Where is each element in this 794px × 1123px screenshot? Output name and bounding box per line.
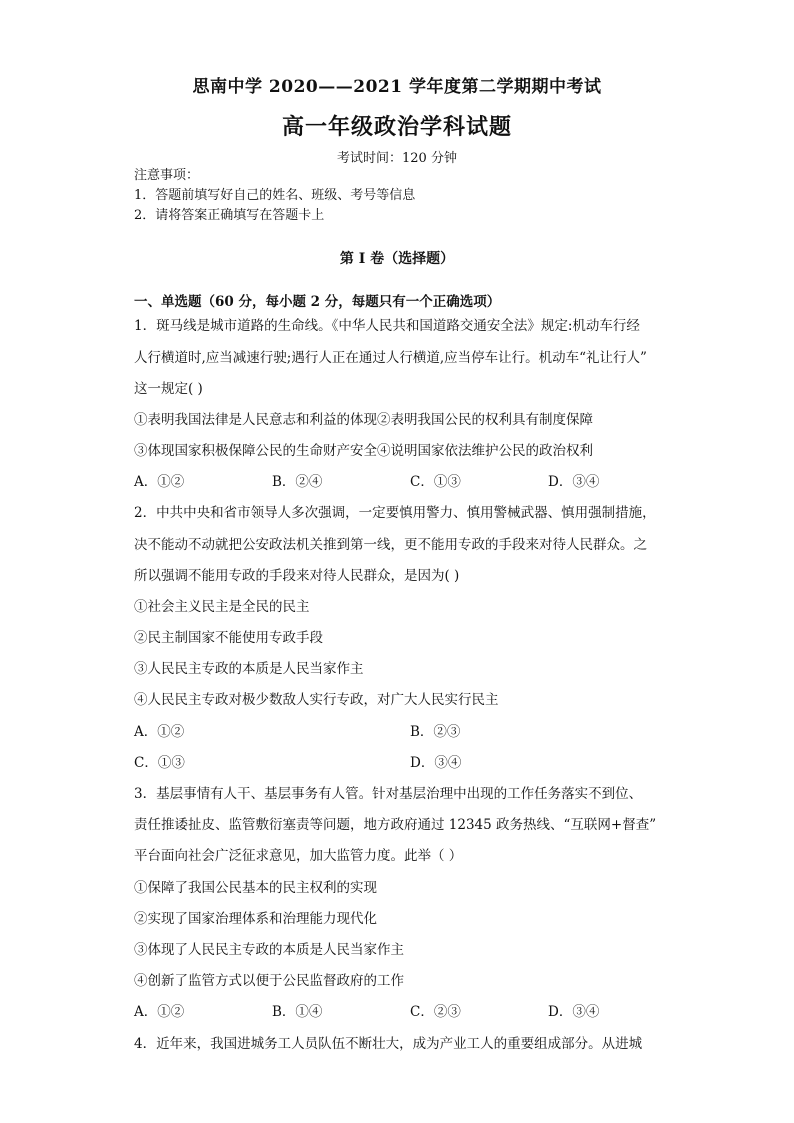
notes-item: 2．请将答案正确填写在答题卡上 bbox=[134, 208, 325, 223]
question-2-option-c: C．①③ bbox=[134, 755, 185, 771]
question-2-statement: ④人民民主专政对极少数敌人实行专政，对广大人民实行民主 bbox=[134, 692, 499, 708]
school-exam-title: 思南中学 2020——2021 学年度第二学期期中考试 bbox=[192, 77, 602, 97]
question-2-option-b: B．②③ bbox=[410, 724, 461, 740]
question-1-option-d: D．③④ bbox=[548, 474, 600, 490]
question-1-option-a: A．①② bbox=[134, 474, 185, 490]
question-2-option-a: A．①② bbox=[134, 724, 185, 740]
question-3-statement: ②实现了国家治理体系和治理能力现代化 bbox=[134, 911, 377, 927]
section-title: 第 I 卷（选择题） bbox=[339, 251, 455, 267]
notes-item: 1．答题前填写好自己的姓名、班级、考号等信息 bbox=[134, 188, 416, 203]
question-3-statement: ①保障了我国公民基本的民主权利的实现 bbox=[134, 880, 377, 896]
question-3-stem: 平台面向社会广泛征求意见，加大监管力度。此举（ ） bbox=[134, 848, 463, 864]
question-3-stem: 责任推诿扯皮、监管敷衍塞责等问题，地方政府通过 12345 政务热线、“互联网+督查” bbox=[134, 817, 657, 833]
question-2-option-d: D．③④ bbox=[410, 755, 462, 771]
question-1-statement: ①表明我国法律是人民意志和利益的体现②表明我国公民的权利具有制度保障 bbox=[134, 412, 593, 428]
question-1-option-b: B．②④ bbox=[272, 474, 323, 490]
question-2-stem: 所以强调不能用专政的手段来对待人民群众，是因为( ) bbox=[134, 568, 460, 584]
question-3-statement: ③体现了人民民主专政的本质是人民当家作主 bbox=[134, 942, 404, 958]
question-3-option-c: C．②③ bbox=[410, 1004, 461, 1020]
question-3-option-b: B．①④ bbox=[272, 1004, 323, 1020]
question-2-stem: 决不能动不动就把公安政法机关推到第一线，更不能用专政的手段来对待人民群众。之 bbox=[134, 537, 647, 553]
notes bbox=[134, 166, 415, 226]
question-1-stem: 人行横道时,应当减速行驶;遇行人正在通过人行横道,应当停车让行。机动车“礼让行人” bbox=[134, 350, 647, 366]
question-3-option-d: D．③④ bbox=[548, 1004, 600, 1020]
exam-time: 考试时间：120 分钟 bbox=[337, 151, 457, 166]
question-1-stem: 1．斑马线是城市道路的生命线。《中华人民共和国道路交通安全法》规定:机动车行经 bbox=[134, 318, 640, 334]
notes-heading: 注意事项： bbox=[134, 168, 200, 183]
question-2-stem: 2．中共中央和省市领导人多次强调，一定要慎用警力、慎用警械武器、慎用强制措施， bbox=[134, 505, 656, 521]
question-2-statement: ②民主制国家不能使用专政手段 bbox=[134, 630, 323, 646]
question-1-stem: 这一规定( ) bbox=[134, 381, 203, 397]
question-1-statement: ③体现国家积极保障公民的生命财产安全④说明国家依法维护公民的政治权利 bbox=[134, 443, 593, 459]
question-2-statement: ③人民民主专政的本质是人民当家作主 bbox=[134, 661, 364, 677]
question-3-option-a: A．①② bbox=[134, 1004, 185, 1020]
question-4-stem: 4．近年来，我国进城务工人员队伍不断壮大，成为产业工人的重要组成部分。从进城 bbox=[134, 1036, 643, 1052]
paper-title: 高一年级政治学科试题 bbox=[281, 114, 512, 140]
part-title: 一、单选题（60 分，每小题 2 分，每题只有一个正确选项） bbox=[134, 294, 501, 310]
question-2-statement: ①社会主义民主是全民的民主 bbox=[134, 599, 310, 615]
question-1-option-c: C．①③ bbox=[410, 474, 461, 490]
question-3-stem: 3．基层事情有人干、基层事务有人管。针对基层治理中出现的工作任务落实不到位、 bbox=[134, 786, 643, 802]
question-3-statement: ④创新了监管方式以便于公民监督政府的工作 bbox=[134, 973, 404, 989]
